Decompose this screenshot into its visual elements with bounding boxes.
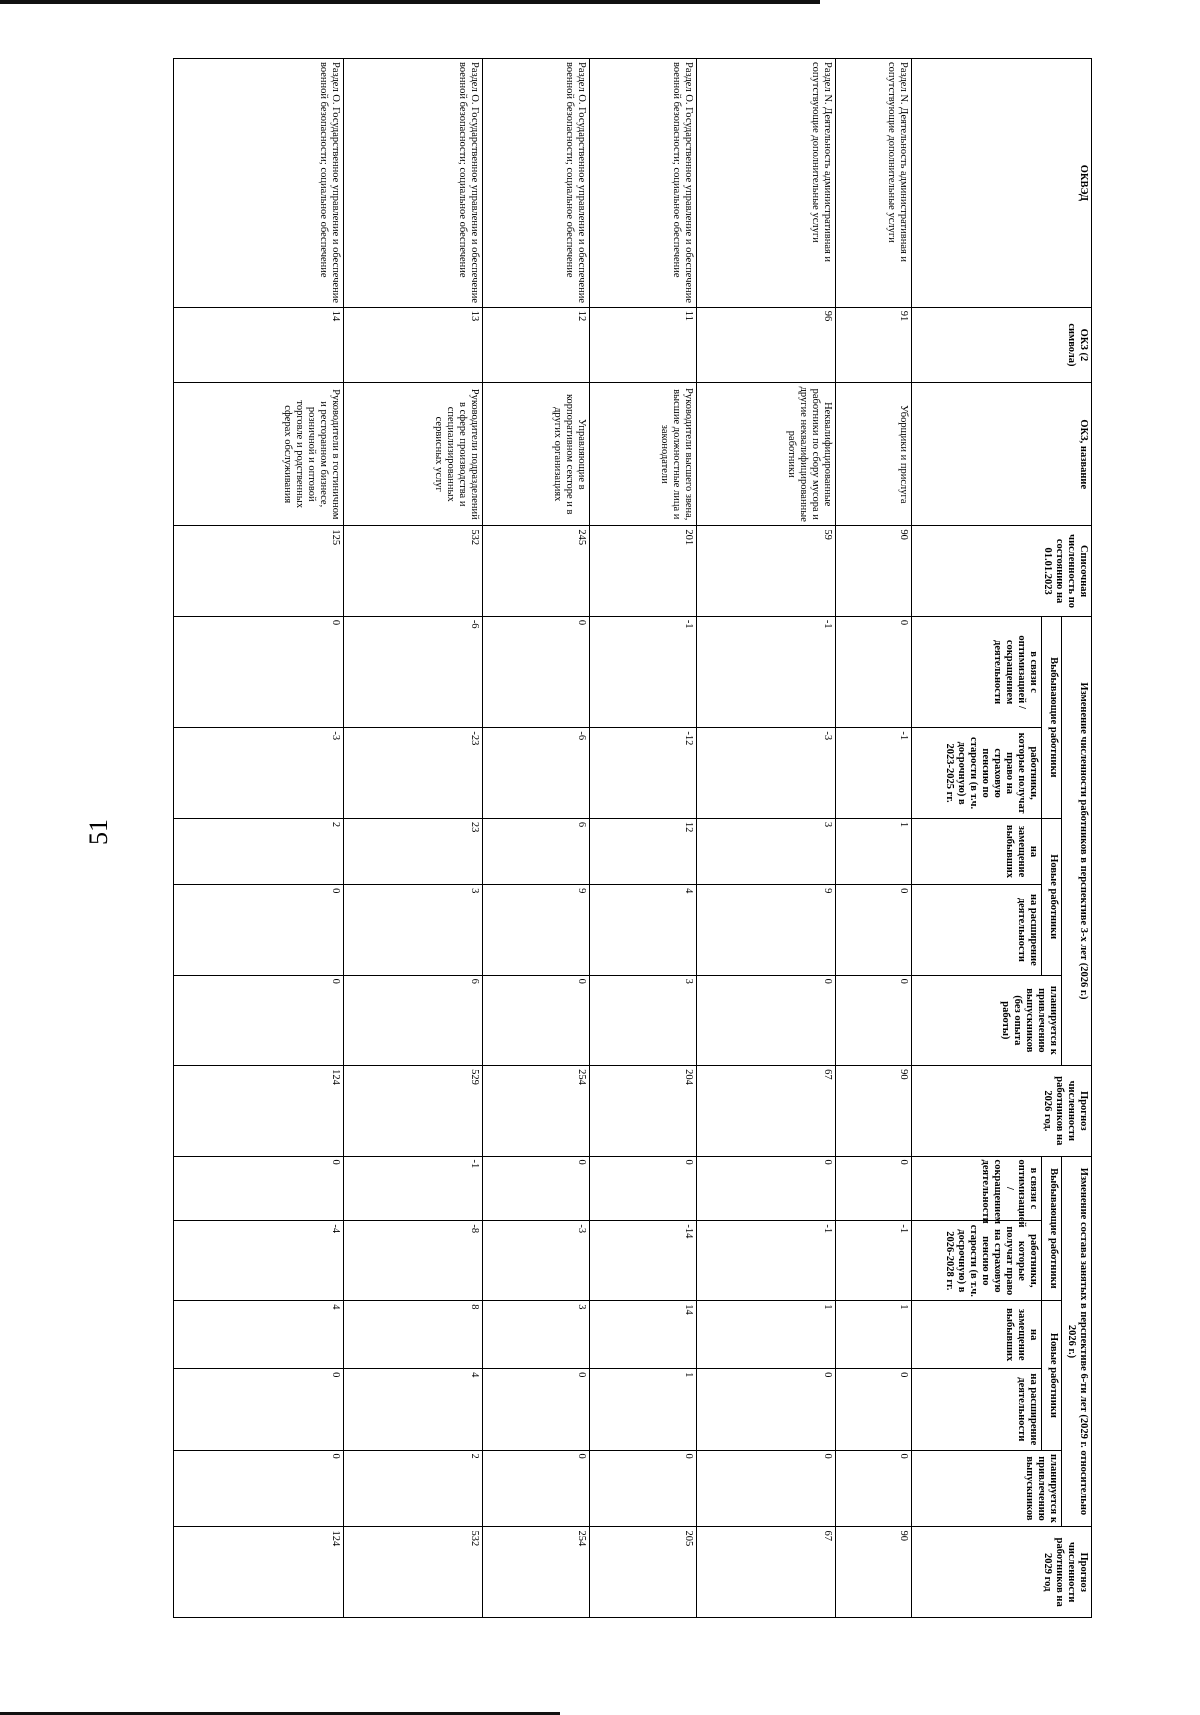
cell-grads-2: 0 (174, 1450, 344, 1527)
header-okved: ОКВЭД (912, 59, 1092, 308)
cell-replace: 3 (697, 818, 836, 884)
cell-optim: 0 (836, 616, 912, 728)
header-optim-1: в связи с оптимизацией / сокращением деятельности (912, 616, 1042, 728)
cell-pension-2: -8 (344, 1221, 483, 1301)
cell-grads: 0 (174, 975, 344, 1065)
cell-pension-2: -1 (697, 1221, 836, 1301)
cell-expand: 0 (836, 885, 912, 975)
cell-optim-2: 0 (590, 1156, 697, 1221)
cell-pension: -1 (836, 728, 912, 818)
cell-forecast-2026: 254 (482, 1066, 589, 1156)
cell-forecast-2029: 205 (590, 1527, 697, 1618)
cell-grads-2: 0 (482, 1450, 589, 1527)
cell-expand-2: 4 (344, 1369, 483, 1450)
header-leaving: Выбывающие работники (1042, 616, 1062, 818)
cell-replace: 1 (836, 818, 912, 884)
cell-grads-2: 0 (836, 1450, 912, 1527)
cell-forecast-2029: 67 (697, 1527, 836, 1618)
header-change-3y: Изменение численности работников в перспективе 3-х лет (2026 г.) (1062, 616, 1092, 1065)
cell-okved: Раздел O. Государственное управление и обеспечение военной безопасности; социальное обеспечение (482, 59, 589, 308)
cell-grads-2: 0 (590, 1450, 697, 1527)
cell-replace: 6 (482, 818, 589, 884)
cell-okved: Раздел N. Деятельность административная и сопутствующие дополнительные услуги (697, 59, 836, 308)
cell-listed: 245 (482, 526, 589, 616)
cell-optim: -6 (344, 616, 483, 728)
page-number: 51 (84, 819, 113, 845)
cell-optim-2: 0 (482, 1156, 589, 1221)
cell-replace-2: 4 (174, 1301, 344, 1369)
cell-replace: 23 (344, 818, 483, 884)
cell-forecast-2029: 532 (344, 1527, 483, 1618)
header-pension-2: работники, которые получат право на страховую пенсию по старости (в т.ч. досрочную) в 2026-2028 гг. (912, 1221, 1042, 1301)
header-new-workers-2: Новые работники (1042, 1301, 1062, 1450)
cell-expand-2: 0 (174, 1369, 344, 1450)
cell-listed: 59 (697, 526, 836, 616)
header-expand-1: на расширение деятельности (912, 885, 1042, 975)
cell-optim-2: -1 (344, 1156, 483, 1221)
table-row (590, 59, 697, 1618)
header-replace-1: на замещение выбывших (912, 818, 1042, 884)
header-listed: Списочная численность по состоянию на 01.01.2023 (912, 526, 1092, 616)
cell-grads: 6 (344, 975, 483, 1065)
top-border-line (0, 0, 820, 4)
cell-listed: 90 (836, 526, 912, 616)
header-okz-code: ОКЗ (2 символа) (912, 307, 1092, 382)
header-change-6y: Изменение состава занятых в перспективе 6-ти лет (2029 г. относительно 2026 г.) (1062, 1156, 1092, 1527)
cell-name: Неквалифицированные работники по сбору мусора и другие неквалифицированные работники (697, 383, 836, 526)
table-row (697, 59, 836, 1618)
cell-replace-2: 1 (836, 1301, 912, 1369)
cell-grads-2: 0 (697, 1450, 836, 1527)
table-row (482, 59, 589, 1618)
cell-pension: -6 (482, 728, 589, 818)
cell-okved: Раздел O. Государственное управление и обеспечение военной безопасности; социальное обеспечение (590, 59, 697, 308)
header-forecast-2026: Прогноз численности работников на 2026 год. (912, 1066, 1092, 1156)
workforce-table-rotated (173, 58, 1092, 1618)
cell-code: 12 (482, 307, 589, 382)
header-forecast-2029: Прогноз численности работников на 2029 год (912, 1527, 1092, 1618)
cell-expand-2: 0 (697, 1369, 836, 1450)
cell-grads: 3 (590, 975, 697, 1065)
table-row (836, 59, 912, 1618)
cell-listed: 532 (344, 526, 483, 616)
header-grads-1: планируется к привлечению выпускников (без опыта работы) (912, 975, 1062, 1065)
cell-grads: 0 (482, 975, 589, 1065)
table-row (344, 59, 483, 1618)
cell-pension-2: -1 (836, 1221, 912, 1301)
cell-expand-2: 0 (836, 1369, 912, 1450)
cell-optim: -1 (697, 616, 836, 728)
cell-name: Руководители в гостиничном и ресторанном бизнесе, розничной и оптовой торговле и родственных сферах обслуживания (174, 383, 344, 526)
cell-grads-2: 2 (344, 1450, 483, 1527)
cell-pension-2: -3 (482, 1221, 589, 1301)
cell-okved: Раздел N. Деятельность административная и сопутствующие дополнительные услуги (836, 59, 912, 308)
cell-name: Руководители подразделений в сфере производства и специализированных сервисных услуг (344, 383, 483, 526)
cell-okved: Раздел O. Государственное управление и обеспечение военной безопасности; социальное обеспечение (174, 59, 344, 308)
cell-replace-2: 3 (482, 1301, 589, 1369)
header-optim-2: в связи с оптимизацией / сокращением деятельности (912, 1156, 1042, 1221)
cell-code: 14 (174, 307, 344, 382)
cell-pension: -23 (344, 728, 483, 818)
cell-code: 13 (344, 307, 483, 382)
cell-forecast-2029: 124 (174, 1527, 344, 1618)
header-okz-name: ОКЗ, название (912, 383, 1092, 526)
cell-code: 91 (836, 307, 912, 382)
cell-okved: Раздел O. Государственное управление и обеспечение военной безопасности; социальное обеспечение (344, 59, 483, 308)
cell-optim-2: 0 (697, 1156, 836, 1221)
cell-forecast-2026: 204 (590, 1066, 697, 1156)
cell-forecast-2029: 254 (482, 1527, 589, 1618)
cell-optim: 0 (482, 616, 589, 728)
cell-forecast-2026: 124 (174, 1066, 344, 1156)
header-grads-2: планируется к привлечению выпускников (912, 1450, 1062, 1527)
cell-grads: 0 (697, 975, 836, 1065)
cell-name: Уборщики и прислуга (836, 383, 912, 526)
cell-name: Руководители высшего звена, высшие должностные лица и законодатели (590, 383, 697, 526)
cell-expand: 9 (482, 885, 589, 975)
workforce-table (173, 58, 1092, 1618)
cell-forecast-2029: 90 (836, 1527, 912, 1618)
cell-forecast-2026: 90 (836, 1066, 912, 1156)
cell-expand-2: 0 (482, 1369, 589, 1450)
cell-forecast-2026: 67 (697, 1066, 836, 1156)
cell-replace: 12 (590, 818, 697, 884)
header-leaving-2: Выбывающие работники (1042, 1156, 1062, 1301)
cell-forecast-2026: 529 (344, 1066, 483, 1156)
cell-pension: -3 (697, 728, 836, 818)
cell-expand: 4 (590, 885, 697, 975)
cell-pension-2: -14 (590, 1221, 697, 1301)
cell-expand: 3 (344, 885, 483, 975)
cell-optim: -1 (590, 616, 697, 728)
cell-expand-2: 1 (590, 1369, 697, 1450)
cell-pension: -3 (174, 728, 344, 818)
cell-code: 96 (697, 307, 836, 382)
header-pension-1: работники, которые получат право на страховую пенсию по старости (в т.ч. досрочную) в 2023-2025 гг. (912, 728, 1042, 818)
cell-listed: 201 (590, 526, 697, 616)
cell-expand: 9 (697, 885, 836, 975)
header-expand-2: на расширение деятельности (912, 1369, 1042, 1450)
cell-replace: 2 (174, 818, 344, 884)
header-replace-2: на замещение выбывших (912, 1301, 1042, 1369)
table-row (174, 59, 344, 1618)
cell-listed: 125 (174, 526, 344, 616)
cell-optim: 0 (174, 616, 344, 728)
cell-replace-2: 14 (590, 1301, 697, 1369)
cell-expand: 0 (174, 885, 344, 975)
header-new-workers: Новые работники (1042, 818, 1062, 975)
cell-name: Управляющие в корпоративном секторе и в других организациях (482, 383, 589, 526)
cell-optim-2: 0 (836, 1156, 912, 1221)
cell-code: 11 (590, 307, 697, 382)
cell-replace-2: 1 (697, 1301, 836, 1369)
cell-pension-2: -4 (174, 1221, 344, 1301)
cell-replace-2: 8 (344, 1301, 483, 1369)
cell-optim-2: 0 (174, 1156, 344, 1221)
cell-pension: -12 (590, 728, 697, 818)
cell-grads: 0 (836, 975, 912, 1065)
